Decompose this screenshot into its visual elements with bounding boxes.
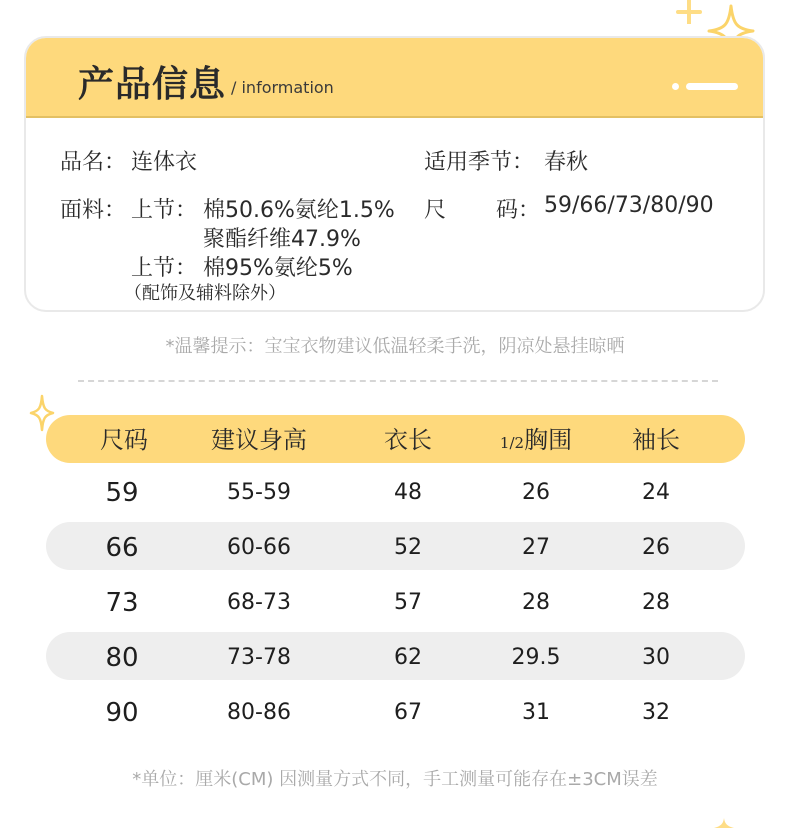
- table-cell-chest: 26: [522, 480, 550, 505]
- header-bar-decoration: [686, 83, 738, 90]
- fabric-label: 面料：: [60, 198, 127, 223]
- fabric-part-1: 上节：: [131, 198, 198, 223]
- table-cell-size: 66: [105, 533, 139, 563]
- season-label: 适用季节：: [424, 150, 535, 175]
- fabric-value-3: 棉95%氨纶5%: [203, 256, 353, 281]
- table-cell-chest: 27: [522, 535, 550, 560]
- table-cell-length: 62: [394, 645, 422, 670]
- table-cell-length: 48: [394, 480, 422, 505]
- table-cell-size: 59: [105, 478, 139, 508]
- table-cell-sleeve: 28: [642, 590, 670, 615]
- header-dot-decoration: [672, 83, 679, 90]
- product-info-subtitle: / information: [231, 78, 334, 97]
- name-label: 品名：: [60, 150, 127, 175]
- care-tip: *温馨提示：宝宝衣物建议低温轻柔手洗，阴凉处悬挂晾晒: [165, 336, 625, 357]
- header-length: 衣长: [384, 426, 432, 454]
- header-size: 尺码: [100, 426, 148, 454]
- name-value: 连体衣: [131, 150, 198, 175]
- table-cell-height: 73-78: [227, 645, 291, 670]
- table-cell-sleeve: 24: [642, 480, 670, 505]
- size-label-a: 尺: [424, 198, 447, 223]
- sparkle-corner-icon: [712, 818, 736, 830]
- fabric-note: （配饰及辅料除外）: [124, 283, 286, 304]
- table-cell-chest: 29.5: [511, 645, 561, 670]
- product-info-title: 产品信息: [78, 64, 227, 105]
- size-value: 59/66/73/80/90: [544, 193, 714, 218]
- unit-tip: *单位：厘米(CM) 因测量方式不同，手工测量可能存在±3CM误差: [132, 769, 658, 790]
- table-cell-size: 80: [105, 643, 139, 673]
- sparkle-cross-icon: [676, 0, 702, 24]
- table-cell-height: 80-86: [227, 700, 291, 725]
- header-height: 建议身高: [211, 426, 307, 454]
- header-chest-prefix: 1/2: [499, 434, 525, 452]
- size-label-b: 码：: [496, 198, 541, 223]
- dashed-divider: [78, 380, 718, 382]
- table-cell-length: 52: [394, 535, 422, 560]
- header-chest: [500, 428, 572, 452]
- season-value: 春秋: [544, 150, 589, 175]
- fabric-value-2: 聚酯纤维47.9%: [203, 227, 361, 252]
- header-sleeve: 袖长: [632, 426, 680, 454]
- table-cell-size: 90: [105, 698, 139, 728]
- table-cell-chest: 28: [522, 590, 550, 615]
- header-chest-label: 胸围: [524, 426, 573, 454]
- product-info-header: [26, 38, 763, 118]
- table-cell-sleeve: 32: [642, 700, 670, 725]
- table-cell-height: 68-73: [227, 590, 291, 615]
- table-cell-size: 73: [105, 588, 139, 618]
- table-cell-sleeve: 26: [642, 535, 670, 560]
- table-cell-height: 55-59: [227, 480, 291, 505]
- table-cell-length: 57: [394, 590, 422, 615]
- table-cell-chest: 31: [522, 700, 550, 725]
- fabric-value-1: 棉50.6%氨纶1.5%: [203, 198, 395, 223]
- table-cell-sleeve: 30: [642, 645, 670, 670]
- fabric-part-2: 上节：: [131, 256, 198, 281]
- table-cell-length: 67: [394, 700, 422, 725]
- table-cell-height: 60-66: [227, 535, 291, 560]
